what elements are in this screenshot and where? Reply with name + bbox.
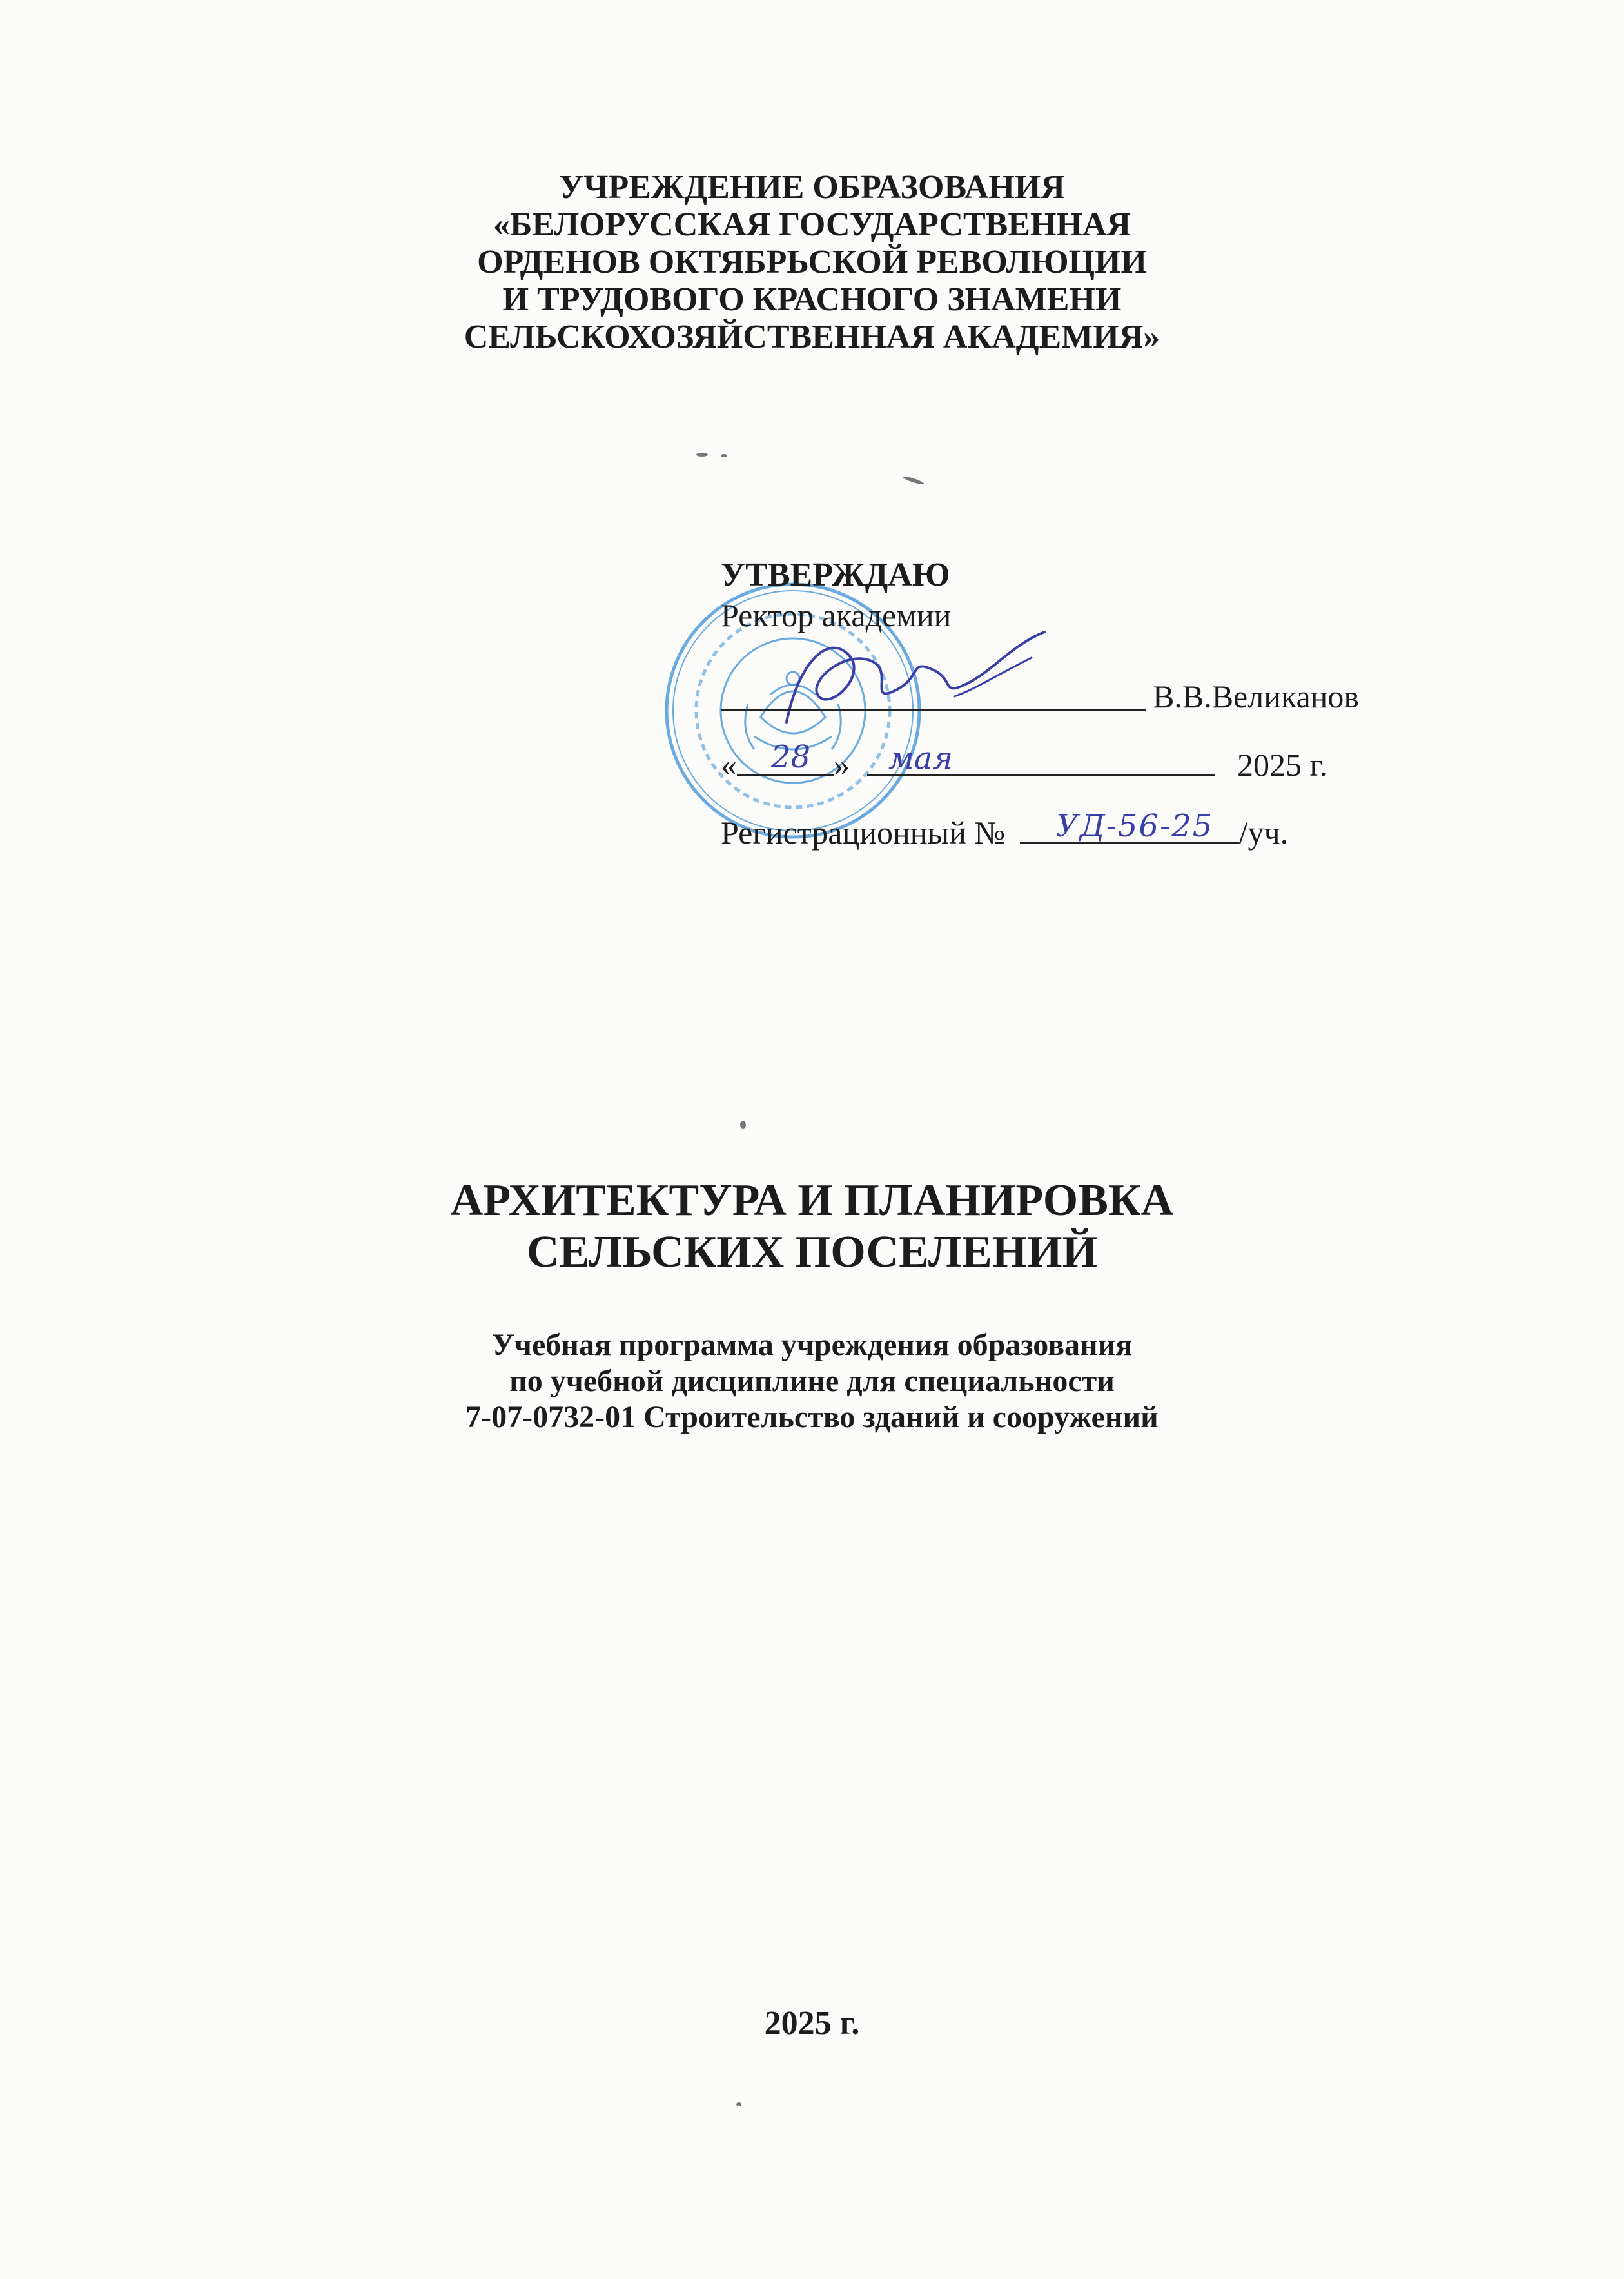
rector-position: Ректор академии [721,597,952,633]
title-line: СЕЛЬСКИХ ПОСЕЛЕНИЙ [526,1227,1098,1277]
signature-line [721,709,1146,711]
institution-line: СЕЛЬСКОХОЗЯЙСТВЕННАЯ АКАДЕМИЯ» [464,319,1160,355]
date-close-quote: » [834,747,850,783]
approval-heading: УТВЕРЖДАЮ [721,557,950,593]
institution-line: «БЕЛОРУССКАЯ ГОСУДАРСТВЕННАЯ [493,206,1131,243]
institution-line: ОРДЕНОВ ОКТЯБРЬСКОЙ РЕВОЛЮЦИИ [477,244,1147,281]
date-year: 2025 г. [1237,747,1327,783]
handwritten-day: 28 [771,739,811,775]
reg-suffix: /уч. [1238,814,1289,851]
scan-speck [696,453,708,457]
footer-year: 2025 г. [764,2005,860,2042]
scan-speck [740,1121,746,1129]
document-title [0,1175,1624,1278]
subtitle-line: Учебная программа учреждения образования [491,1328,1133,1362]
institution-line: УЧРЕЖДЕНИЕ ОБРАЗОВАНИЯ [559,169,1065,206]
scan-speck [903,475,925,486]
institution-header [0,169,1624,356]
registration-number [721,808,1289,852]
scan-speck [721,454,727,457]
document-subtitle [0,1327,1624,1435]
rector-name: В.В.Великанов [1153,678,1360,715]
approval-date [721,739,1327,784]
subtitle-line: по учебной дисциплине для специальности [509,1364,1115,1398]
handwritten-reg-number: УД-56-25 [1056,808,1214,844]
subtitle-line: 7-07-0732-01 Строительство зданий и сооружений [465,1400,1159,1434]
scan-speck [736,2102,741,2106]
reg-label: Регистрационный № [721,814,1006,851]
title-line: АРХИТЕКТУРА И ПЛАНИРОВКА [450,1176,1174,1225]
handwritten-month: мая [888,740,954,776]
date-open-quote: « [721,747,737,783]
institution-line: И ТРУДОВОГО КРАСНОГО ЗНАМЕНИ [502,281,1122,318]
